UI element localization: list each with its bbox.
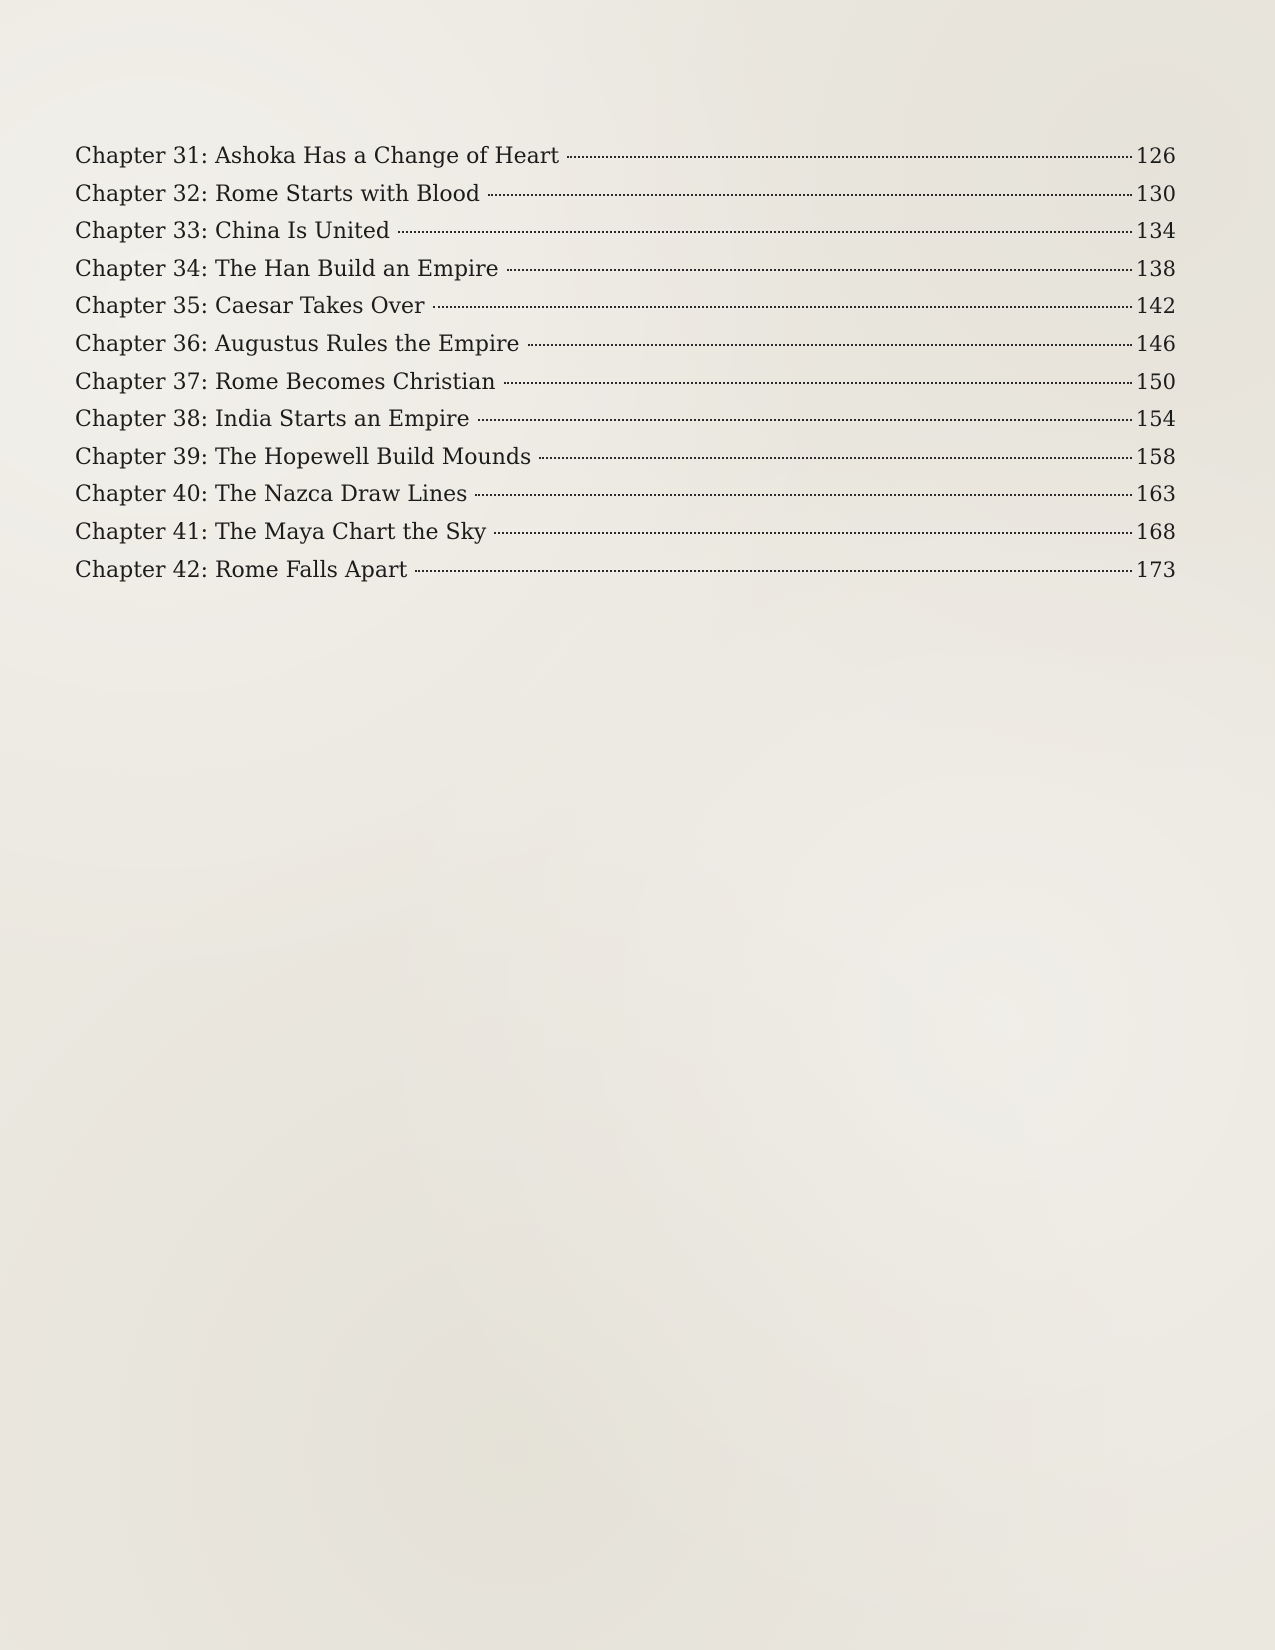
toc-entry-chapter-40 bbox=[75, 476, 1176, 514]
toc-entry-title: Chapter 31: Ashoka Has a Change of Heart bbox=[75, 144, 560, 169]
toc-entry-page-number: 168 bbox=[1135, 519, 1176, 544]
toc-entry-title: Chapter 32: Rome Starts with Blood bbox=[75, 181, 480, 207]
table-of-contents bbox=[75, 138, 1176, 589]
toc-dot-leader bbox=[507, 267, 1132, 271]
toc-entry-title: Chapter 36: Augustus Rules the Empire bbox=[75, 331, 520, 357]
toc-entry-page-number: 150 bbox=[1135, 369, 1176, 394]
toc-entry-page-number: 130 bbox=[1135, 181, 1176, 206]
toc-entry-chapter-33 bbox=[75, 213, 1176, 251]
toc-entry-page-number: 126 bbox=[1135, 144, 1176, 168]
toc-entry-title: Chapter 38: India Starts an Empire bbox=[75, 407, 470, 433]
toc-entry-chapter-36 bbox=[75, 326, 1176, 364]
toc-entry-title: Chapter 33: China Is United bbox=[75, 219, 390, 245]
toc-entry-chapter-32 bbox=[75, 176, 1176, 214]
toc-dot-leader bbox=[398, 229, 1132, 233]
toc-dot-leader bbox=[478, 417, 1132, 421]
toc-entry-page-number: 158 bbox=[1135, 444, 1176, 469]
toc-dot-leader bbox=[567, 154, 1132, 158]
toc-entry-page-number: 142 bbox=[1135, 294, 1176, 319]
toc-dot-leader bbox=[433, 304, 1132, 308]
toc-entry-page-number: 146 bbox=[1135, 331, 1176, 356]
toc-entry-chapter-39 bbox=[75, 439, 1176, 477]
toc-entry-chapter-38 bbox=[75, 401, 1176, 439]
toc-entry-page-number: 173 bbox=[1135, 557, 1176, 582]
toc-entry-chapter-35 bbox=[75, 288, 1176, 326]
toc-dot-leader bbox=[528, 342, 1132, 346]
toc-entry-page-number: 163 bbox=[1135, 482, 1176, 507]
toc-entry-title: Chapter 42: Rome Falls Apart bbox=[75, 557, 408, 583]
toc-entry-title: Chapter 39: The Hopewell Build Mounds bbox=[75, 444, 532, 470]
toc-entry-chapter-41 bbox=[75, 514, 1176, 552]
toc-entry-chapter-34 bbox=[75, 251, 1176, 289]
toc-entry-chapter-31 bbox=[75, 138, 1176, 176]
toc-dot-leader bbox=[415, 568, 1132, 572]
toc-dot-leader bbox=[475, 492, 1131, 496]
toc-dot-leader bbox=[494, 530, 1132, 534]
toc-entry-title: Chapter 37: Rome Becomes Christian bbox=[75, 369, 496, 395]
toc-entry-title: Chapter 40: The Nazca Draw Lines bbox=[75, 482, 468, 508]
toc-entry-title: Chapter 34: The Han Build an Empire bbox=[75, 256, 499, 282]
toc-entry-page-number: 138 bbox=[1135, 256, 1176, 281]
toc-dot-leader bbox=[504, 380, 1132, 384]
toc-entry-chapter-37 bbox=[75, 364, 1176, 402]
toc-entry-page-number: 134 bbox=[1135, 219, 1176, 244]
toc-dot-leader bbox=[539, 455, 1132, 459]
toc-entry-page-number: 154 bbox=[1135, 407, 1176, 432]
toc-entry-title: Chapter 35: Caesar Takes Over bbox=[75, 294, 425, 320]
toc-dot-leader bbox=[488, 192, 1132, 196]
toc-entry-title: Chapter 41: The Maya Chart the Sky bbox=[75, 519, 487, 545]
toc-entry-chapter-42 bbox=[75, 552, 1176, 590]
